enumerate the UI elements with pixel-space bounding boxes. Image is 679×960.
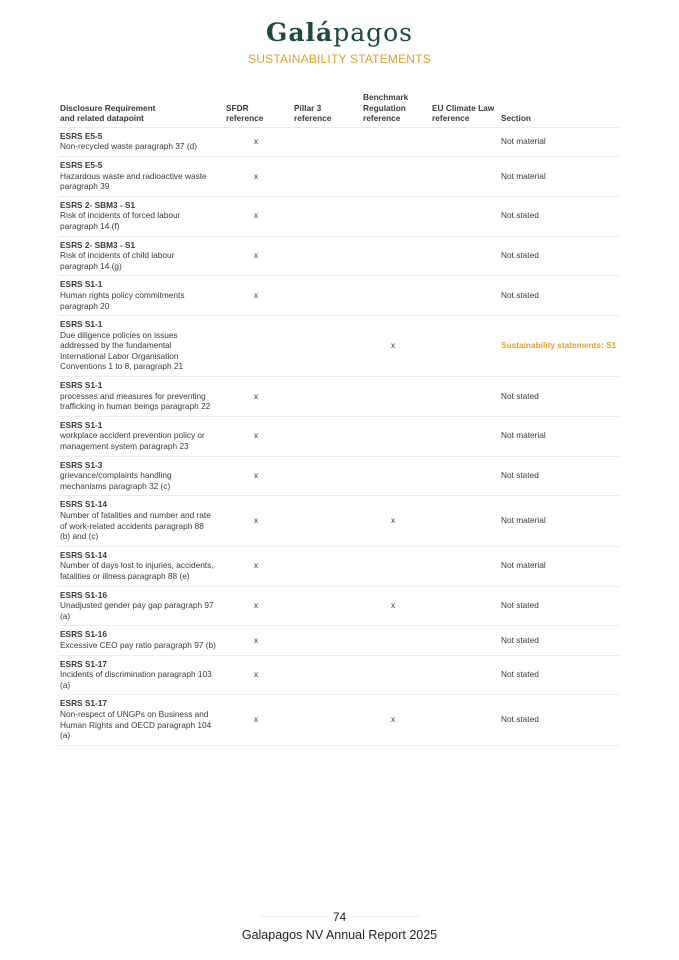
disclosure-cell [58,196,224,236]
sfdr-cell: x [224,377,292,417]
section-cell: Not stated [499,236,620,276]
datapoint-description: paragraph 14 (g) [60,260,122,271]
disclosure-cell [58,316,224,377]
datapoint-description: workplace accident prevention policy or [60,430,205,441]
disclosure-table [58,92,620,746]
benchmark-cell [361,546,430,586]
datapoint-description: Incidents of discrimination paragraph 103 [60,669,212,680]
section-cell: Not material [499,127,620,156]
table-row [58,276,620,316]
pillar3-cell [292,377,361,417]
datapoint-description: Risk of incidents of forced labour [60,210,181,221]
sfdr-cell: x [224,196,292,236]
sfdr-cell: x [224,626,292,655]
datapoint-description: Excessive CEO pay ratio paragraph 97 (b) [60,639,216,650]
benchmark-cell [361,196,430,236]
sfdr-cell: x [224,236,292,276]
esrs-code: ESRS S1-17 [60,658,108,669]
table-row [58,127,620,156]
datapoint-description: trafficking in human beings paragraph 22 [60,401,211,412]
header-line: Pillar 3 [294,102,322,113]
sfdr-cell: x [224,156,292,196]
benchmark-cell [361,236,430,276]
table-row [58,377,620,417]
pillar3-cell [292,546,361,586]
sfdr-cell: x [224,127,292,156]
esrs-code: ESRS S1-14 [60,499,108,510]
table-row [58,496,620,546]
section-cell: Not stated [499,276,620,316]
table-row [58,695,620,745]
section-cell: Not stated [499,695,620,745]
section-cell: Not stated [499,377,620,417]
benchmark-cell [361,626,430,655]
esrs-code: ESRS E5-5 [60,130,103,141]
benchmark-cell [361,416,430,456]
datapoint-description: (a) [60,610,71,621]
benchmark-cell [361,377,430,417]
benchmark-cell: x [361,586,430,626]
datapoint-description: Number of days lost to injuries, accidents, [60,560,214,571]
table-row [58,416,620,456]
header-climate [430,92,499,127]
sfdr-cell: x [224,655,292,695]
esrs-code: ESRS S1-14 [60,549,108,560]
table-row [58,655,620,695]
pillar3-cell [292,456,361,496]
disclosure-cell [58,695,224,745]
benchmark-cell [361,276,430,316]
section-subtitle: SUSTAINABILITY STATEMENTS [248,52,431,66]
datapoint-description: of work-related accidents paragraph 88 [60,520,204,531]
pillar3-cell [292,236,361,276]
company-logo [0,18,679,47]
datapoint-description: International Labor Organisation [60,350,179,361]
header-line: reference [294,113,332,124]
header-line: and related datapoint [60,113,144,124]
section-cell[interactable]: Sustainability statements: S1 [499,316,620,377]
section-cell: Not stated [499,196,620,236]
climate-cell [430,316,499,377]
header-line: reference [226,113,264,124]
section-cell: Not material [499,416,620,456]
climate-cell [430,655,499,695]
pillar3-cell [292,695,361,745]
climate-cell [430,626,499,655]
esrs-code: ESRS S1-1 [60,319,103,330]
esrs-code: ESRS S1-17 [60,698,108,709]
logo-part-regular: pagos [333,18,414,47]
disclosure-cell [58,156,224,196]
datapoint-description: (b) and (c) [60,531,99,542]
benchmark-cell [361,655,430,695]
esrs-code: ESRS S1-1 [60,419,103,430]
esrs-code: ESRS S1-1 [60,380,103,391]
section-cell: Not material [499,496,620,546]
section-cell: Not material [499,546,620,586]
datapoint-description: Risk of incidents of child labour [60,250,175,261]
esrs-code: ESRS S1-16 [60,589,108,600]
header-line: EU Climate Law [432,102,495,113]
header-section [499,92,620,127]
datapoint-description: processes and measures for preventing [60,390,206,401]
table-row [58,456,620,496]
datapoint-description: Conventions 1 to 8, paragraph 21 [60,361,184,372]
header-pillar3 [292,92,361,127]
datapoint-description: paragraph 14 (f) [60,220,120,231]
datapoint-description: Hazardous waste and radioactive waste [60,170,207,181]
disclosure-cell [58,496,224,546]
header-benchmark [361,92,430,127]
climate-cell [430,496,499,546]
page-number-text: 74 [327,910,352,924]
sfdr-cell: x [224,695,292,745]
sfdr-cell: x [224,496,292,546]
section-cell: Not stated [499,626,620,655]
esrs-code: ESRS 2- SBM3 - S1 [60,199,136,210]
benchmark-cell [361,127,430,156]
esrs-code: ESRS S1-1 [60,279,103,290]
table-row [58,316,620,377]
table-row [58,586,620,626]
header-line: SFDR [226,102,249,113]
header-line: Benchmark [363,92,409,102]
climate-cell [430,156,499,196]
report-title: Galapagos NV Annual Report 2025 [241,928,438,942]
benchmark-cell [361,456,430,496]
datapoint-description: Non-recycled waste paragraph 37 (d) [60,141,197,152]
benchmark-cell: x [361,496,430,546]
benchmark-cell [361,156,430,196]
disclosure-cell [58,236,224,276]
datapoint-description: Human rights policy commitments [60,289,185,300]
header-line: reference [363,113,401,124]
disclosure-cell [58,456,224,496]
datapoint-description: addressed by the fundamental [60,340,172,351]
climate-cell [430,695,499,745]
datapoint-description: management system paragraph 23 [60,441,189,452]
datapoint-description: paragraph 20 [60,300,110,311]
pillar3-cell [292,626,361,655]
table-row [58,546,620,586]
datapoint-description: Due diligence policies on issues [60,329,178,340]
benchmark-cell: x [361,316,430,377]
header-line: Disclosure Requirement [60,102,156,113]
pillar3-cell [292,316,361,377]
sfdr-cell [224,316,292,377]
table-row [58,196,620,236]
table-body [58,127,620,745]
table-row [58,626,620,655]
climate-cell [430,127,499,156]
climate-cell [430,196,499,236]
disclosure-cell [58,416,224,456]
climate-cell [430,236,499,276]
climate-cell [430,276,499,316]
pillar3-cell [292,156,361,196]
disclosure-cell [58,626,224,655]
datapoint-description: (a) [60,730,71,741]
datapoint-description: Number of fatalities and number and rate [60,510,211,520]
disclosure-cell [58,655,224,695]
climate-cell [430,377,499,417]
sfdr-cell: x [224,456,292,496]
disclosure-cell [58,586,224,626]
sfdr-cell: x [224,416,292,456]
pillar3-cell [292,586,361,626]
table-row [58,156,620,196]
pillar3-cell [292,196,361,236]
disclosure-cell [58,276,224,316]
climate-cell [430,586,499,626]
sfdr-cell: x [224,546,292,586]
datapoint-description: (a) [60,679,71,690]
pillar3-cell [292,416,361,456]
datapoint-description: Unadjusted gender pay gap paragraph 97 [60,600,214,611]
sfdr-cell: x [224,586,292,626]
logo-part-bold: Galá [265,18,334,47]
datapoint-description: paragraph 39 [60,181,110,192]
disclosure-cell [58,127,224,156]
esrs-code: ESRS 2- SBM3 - S1 [60,239,136,250]
benchmark-cell: x [361,695,430,745]
climate-cell [430,416,499,456]
header-line: Regulation [363,102,406,113]
sfdr-cell: x [224,276,292,316]
datapoint-description: mechanisms paragraph 32 (c) [60,480,171,491]
table-row [58,236,620,276]
pillar3-cell [292,655,361,695]
section-cell: Not stated [499,456,620,496]
pillar3-cell [292,496,361,546]
climate-cell [430,546,499,586]
disclosure-cell [58,377,224,417]
header-disclosure [58,92,224,127]
header-line: reference [432,113,470,124]
section-cell: Not stated [499,586,620,626]
datapoint-description: Human Rights and OECD paragraph 104 [60,719,212,730]
pillar3-cell [292,276,361,316]
page-number [0,910,679,924]
esrs-code: ESRS S1-16 [60,629,108,640]
section-cell: Not material [499,156,620,196]
header-sfdr [224,92,292,127]
datapoint-description: fatalities or illness paragraph 88 (e) [60,570,190,581]
climate-cell [430,456,499,496]
esrs-code: ESRS S1-3 [60,459,103,470]
section-cell: Not stated [499,655,620,695]
pillar3-cell [292,127,361,156]
datapoint-description: grievance/complaints handling [60,470,172,481]
disclosure-cell [58,546,224,586]
table-header-row [58,92,620,127]
datapoint-description: Non-respect of UNGPs on Business and [60,708,209,719]
esrs-code: ESRS E5-5 [60,159,103,170]
header-line: Section [501,113,531,124]
